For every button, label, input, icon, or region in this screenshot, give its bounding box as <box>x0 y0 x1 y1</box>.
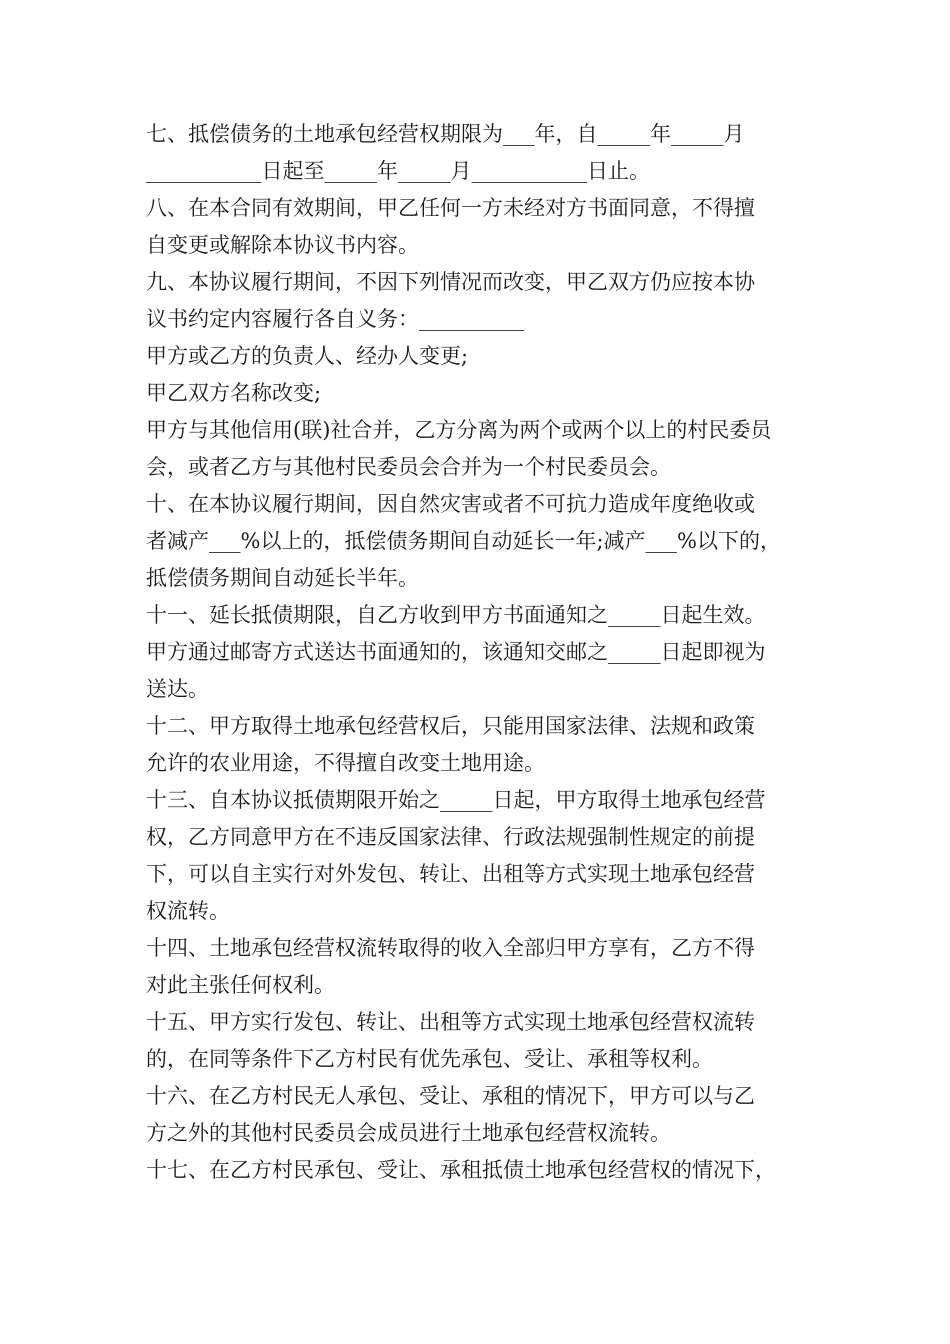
clause-15-line-2: 的，在同等条件下乙方村民有优先承包、受让、承租等权利。 <box>146 1047 713 1071</box>
clause-15-line-1: 十五、甲方实行发包、转让、出租等方式实现土地承包经营权流转 <box>146 1010 755 1034</box>
clause-9-item-1: 甲方或乙方的负责人、经办人变更; <box>146 344 469 368</box>
clause-13-line-2: 权，乙方同意甲方在不违反国家法律、行政法规强制性规定的前提 <box>146 825 755 849</box>
document-body <box>146 116 818 1189</box>
clause-9-line-2: 议书约定内容履行各自义务：__________ <box>146 307 524 331</box>
clause-16-line-2: 方之外的其他村民委员会成员进行土地承包经营权流转。 <box>146 1121 671 1145</box>
clause-11-line-3: 送达。 <box>146 677 209 701</box>
clause-11-line-2: 甲方通过邮寄方式送达书面通知的，该通知交邮之_____日起即视为 <box>146 640 766 664</box>
clause-9-line-1: 九、本协议履行期间，不因下列情况而改变，甲乙双方仍应按本协 <box>146 270 755 294</box>
clause-10-line-1: 十、在本协议履行期间，因自然灾害或者不可抗力造成年度绝收或 <box>146 492 755 516</box>
clause-14-line-1: 十四、土地承包经营权流转取得的收入全部归甲方享有，乙方不得 <box>146 936 755 960</box>
clause-14-line-2: 对此主张任何权利。 <box>146 973 335 997</box>
clause-13-line-1: 十三、自本协议抵债期限开始之_____日起，甲方取得土地承包经营 <box>146 788 766 812</box>
clause-8-line-1: 八、在本合同有效期间，甲乙任何一方未经对方书面同意，不得擅 <box>146 196 755 220</box>
clause-13-line-3: 下，可以自主实行对外发包、转让、出租等方式实现土地承包经营 <box>146 862 755 886</box>
clause-8-line-2: 自变更或解除本协议书内容。 <box>146 233 419 257</box>
clause-9-item-3-line-1: 甲方与其他信用(联)社合并，乙方分离为两个或两个以上的村民委员 <box>146 418 772 442</box>
clause-13-line-4: 权流转。 <box>146 899 230 923</box>
clause-9-item-2: 甲乙双方名称改变; <box>146 381 322 405</box>
clause-10-line-2: 者减产___%以上的，抵偿债务期间自动延长一年;减产___%以下的， <box>146 529 781 553</box>
clause-16-line-1: 十六、在乙方村民无人承包、受让、承租的情况下，甲方可以与乙 <box>146 1084 755 1108</box>
clause-12-line-2: 允许的农业用途，不得擅自改变土地用途。 <box>146 751 545 775</box>
clause-12-line-1: 十二、甲方取得土地承包经营权后，只能用国家法律、法规和政策 <box>146 714 755 738</box>
clause-17-line-1: 十七、在乙方村民承包、受让、承租抵债土地承包经营权的情况下， <box>146 1158 776 1182</box>
clause-7-line-2: ___________日起至_____年_____月___________日止。 <box>146 159 650 183</box>
clause-10-line-3: 抵偿债务期间自动延长半年。 <box>146 566 419 590</box>
clause-7-line-1: 七、抵偿债务的土地承包经营权期限为___年，自_____年_____月 <box>146 122 745 146</box>
clause-11-line-1: 十一、延长抵债期限，自乙方收到甲方书面通知之_____日起生效。 <box>146 603 766 627</box>
clause-9-item-3-line-2: 会，或者乙方与其他村民委员会合并为一个村民委员会。 <box>146 455 671 479</box>
